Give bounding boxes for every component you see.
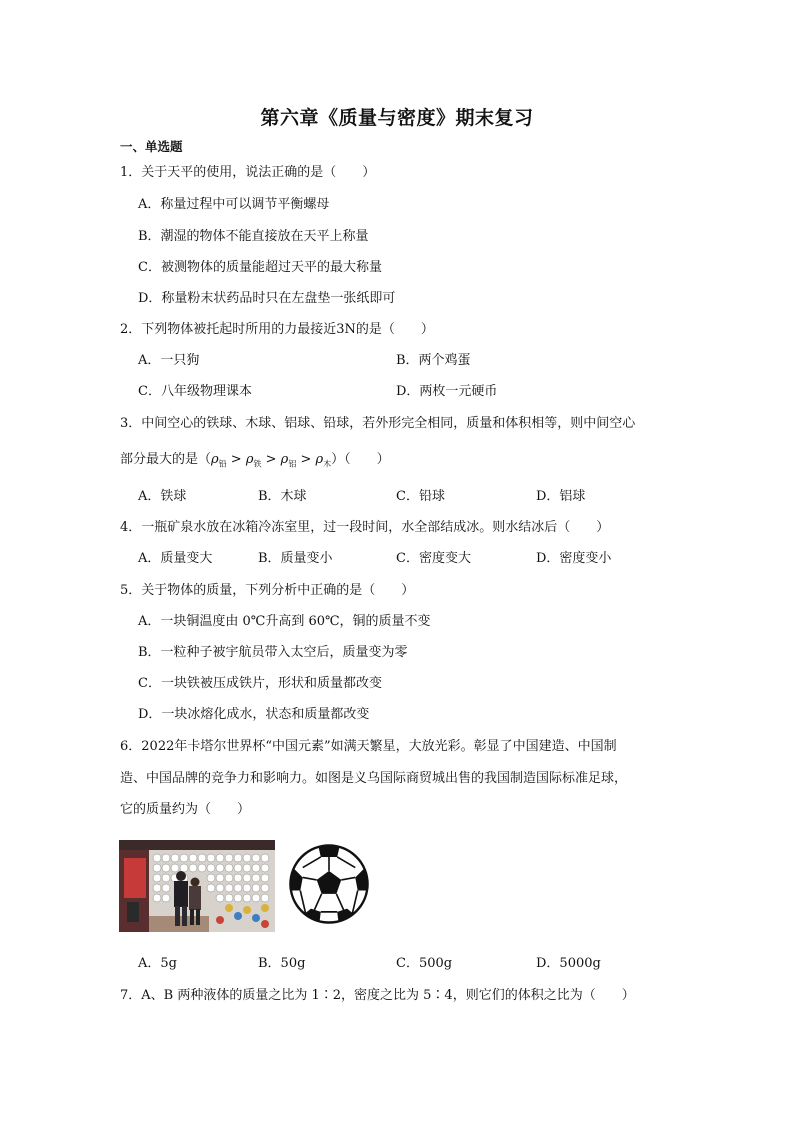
soccer-ball-icon [288,843,370,925]
page-title: 第六章《质量与密度》期末复习 [260,107,534,129]
question-1-option-c: C．被测物体的质量能超过天平的最大称量 [138,260,382,275]
question-3-option-c: C．铅球 [396,489,445,504]
question-2-stem: 2．下列物体被托起时所用的力最接近3N的是（ ） [120,322,434,337]
question-5-option-c: C．一块铁被压成铁片，形状和质量都改变 [138,676,382,691]
question-2-option-c: C．八年级物理课本 [138,384,252,399]
question-1-stem: 1．关于天平的使用，说法正确的是（ ） [120,165,376,180]
question-3-stem-line2: 部分最大的是$(\rho_铅 > \rho_铁 > \rho_铝 > \rho_木)$（ ） [120,452,390,469]
question-4-stem: 4．一瓶矿泉水放在冰箱冷冻室里，过一段时间，水全部结成冰。则水结冰后（ ） [120,520,610,535]
question-2-option-a: A．一只狗 [138,353,200,368]
density-symbol: $\rho_铁$ [245,452,262,469]
section-heading: 一、单选题 [120,139,183,154]
question-4-option-a: A．质量变大 [138,551,213,566]
density-subscript-iron: 铁 [253,459,262,469]
question-6-stem-line2: 造、中国品牌的竞争力和影响力。如图是义乌国际商贸城出售的我国制造国际标准足球， [120,771,628,786]
question-6-option-d: D．5000g [536,956,601,971]
question-6-option-b: B．50g [258,956,306,971]
question-2-option-b: B．两个鸡蛋 [396,353,471,368]
question-5-option-b: B．一粒种子被宇航员带入太空后，质量变为零 [138,645,408,660]
question-3-option-a: A．铁球 [138,489,187,504]
question-3-stem-suffix: ）（ ） [331,452,390,467]
question-5-option-d: D．一块冰熔化成水，状态和质量都改变 [138,707,370,722]
question-7-stem: 7．A、B 两种液体的质量之比为 1∶2，密度之比为 5∶4，则它们的体积之比为（ ） [120,988,635,1003]
question-3-option-b: B．木球 [258,489,307,504]
question-2-option-d: D．两枚一元硬币 [396,384,498,399]
question-4-option-d: D．密度变小 [536,551,612,566]
question-3-option-d: D．铝球 [536,489,586,504]
question-4-option-c: C．密度变大 [396,551,471,566]
question-4-option-b: B．质量变小 [258,551,333,566]
market-photo [119,840,275,932]
density-subscript-lead: 铅 [218,459,227,469]
question-1-option-b: B．潮湿的物体不能直接放在天平上称量 [138,229,369,244]
question-6-option-c: C．500g [396,956,453,971]
density-symbol: $\rho_铝$ [280,452,297,469]
question-3-stem-prefix: 部分最大的是（ [120,452,212,467]
density-symbol: $\rho_木$ [315,452,332,469]
density-subscript-aluminum: 铝 [288,459,297,469]
density-symbol: $\rho_铅$ [211,452,227,469]
question-1-option-a: A．称量过程中可以调节平衡螺母 [138,197,330,212]
question-5-stem: 5．关于物体的质量，下列分析中正确的是（ ） [120,583,415,598]
question-6-stem-line1: 6．2022年卡塔尔世界杯“中国元素”如满天繁星，大放光彩。彰显了中国建造、中国制 [120,739,617,754]
question-6-option-a: A．5g [138,956,177,971]
question-1-option-d: D．称量粉末状药品时只在左盘垫一张纸即可 [138,291,396,306]
question-5-option-a: A．一块铜温度由 0℃升高到 60℃，铜的质量不变 [138,614,431,629]
question-6-stem-line3: 它的质量约为（ ） [120,802,251,817]
density-subscript-wood: 木 [323,459,332,469]
question-3-stem-line1: 3．中间空心的铁球、木球、铝球、铅球，若外形完全相同，质量和体积相等，则中间空心 [120,416,636,431]
